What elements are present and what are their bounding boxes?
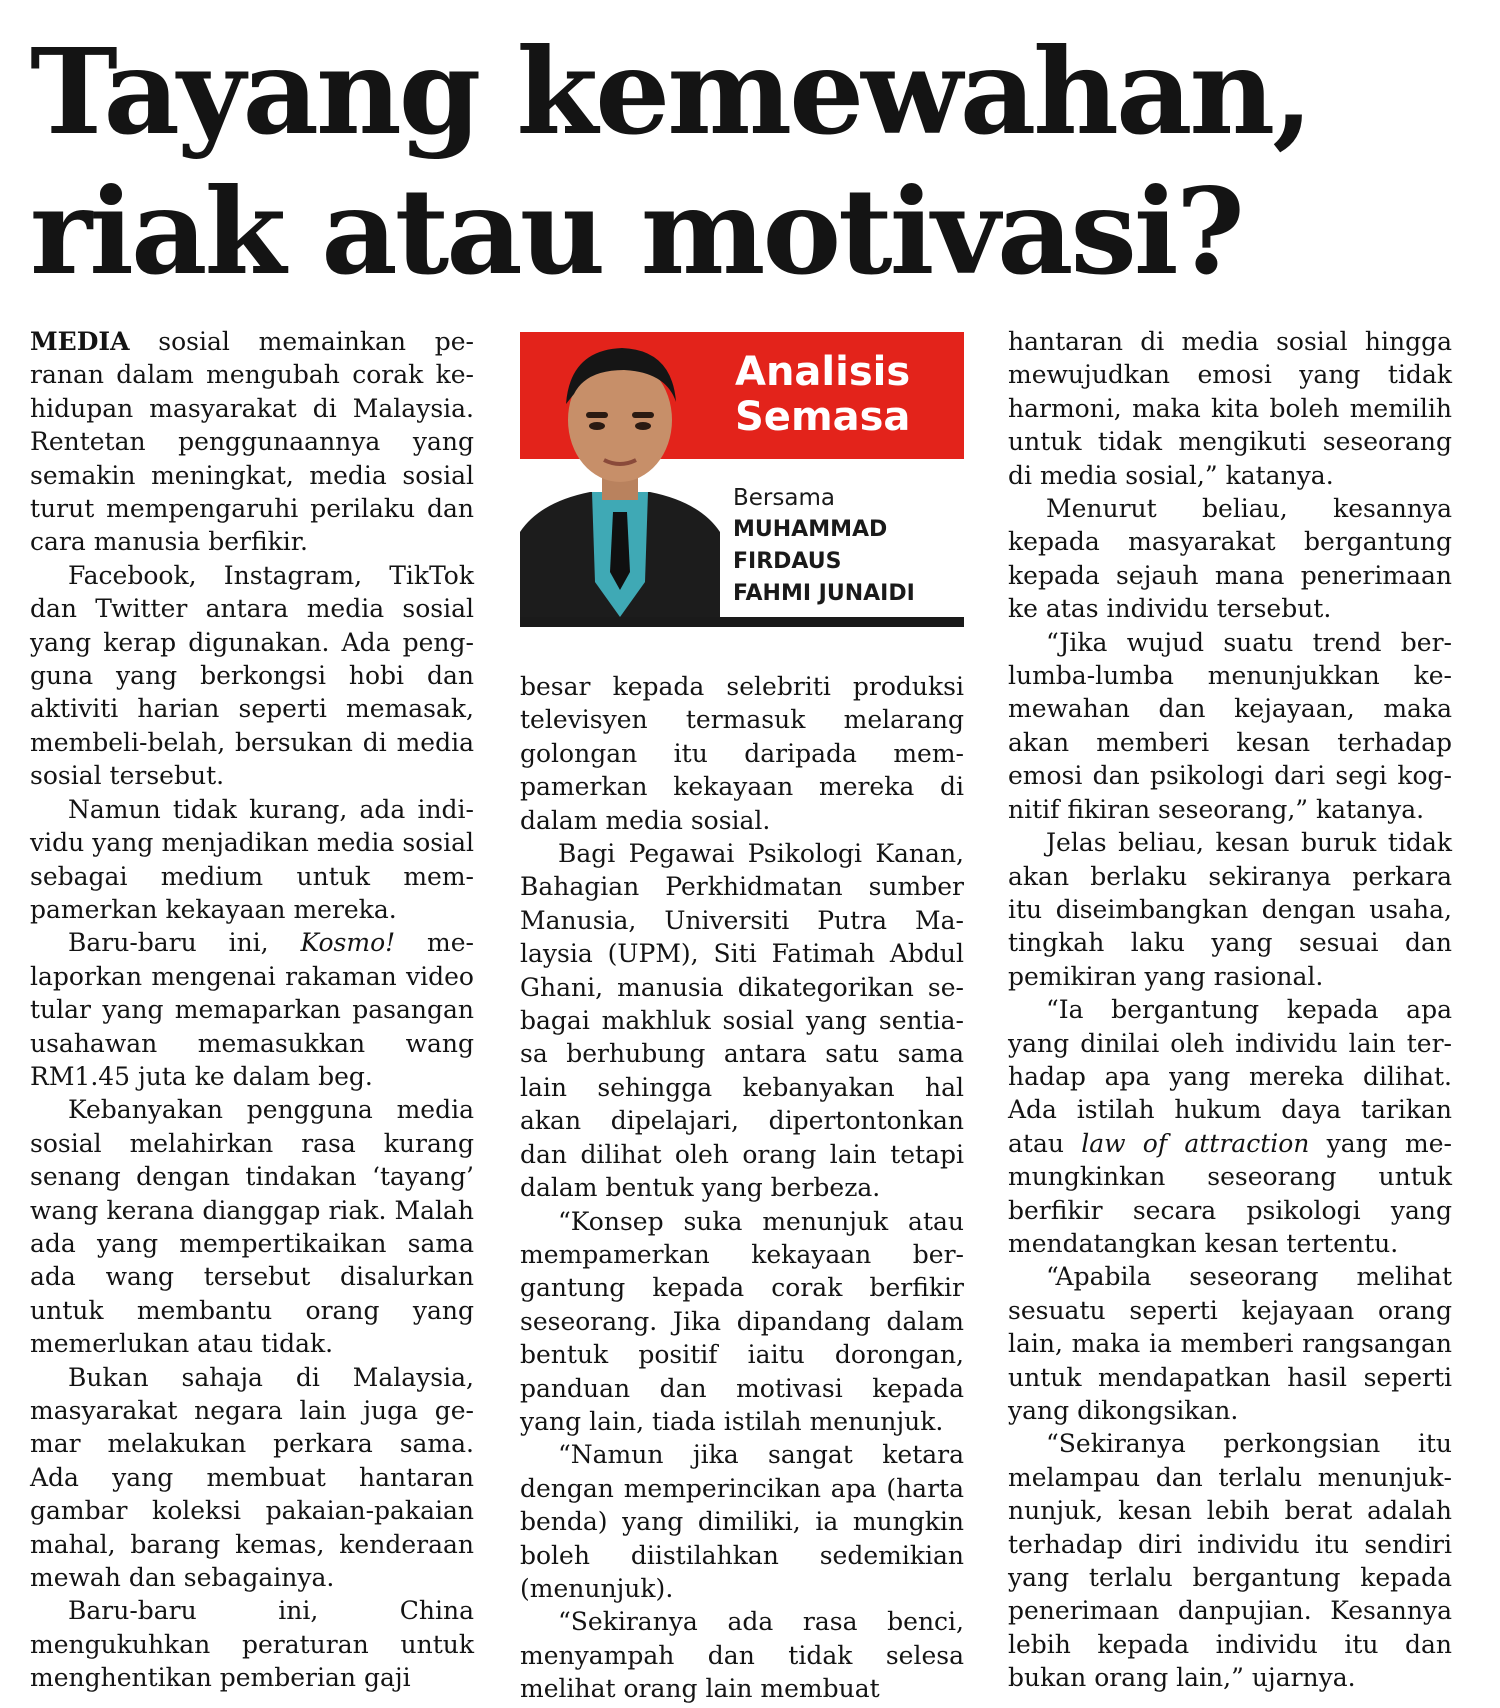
paragraph-text: yang memungkinkan seseorang untuk berfikir secara psikologi yang mendatangkan kesan tertentu.: [1008, 1128, 1452, 1258]
column-title: [735, 350, 960, 440]
column-title-line: Analisis: [735, 349, 911, 395]
paragraph: Baru-baru ini, China mengukuhkan peraturan untuk menghentikan pemberian gaji: [30, 1596, 474, 1693]
paragraph-text: sosial memainkan peranan dalam mengubah corak kehidupan masyarakat di Malaysia. Rentetan penggunaannya yang semakin meningkat, media sosial turut mempengaruhi perilaku dan cara manusia berfikir.: [30, 327, 474, 557]
paragraph-text: Baru-baru ini,: [68, 928, 301, 958]
columnist-box: [520, 332, 964, 627]
paragraph-text: melaporkan mengenai rakaman video tular yang memaparkan pasangan usahawan memasukkan wang RM1.45 juta ke dalam beg.: [30, 928, 474, 1091]
paragraph-text: “Ia bergantung kepada apa yang dinilai oleh individu lain terhadap apa yang mereka dilihat. Ada istilah hukum daya tarikan atau: [1008, 995, 1452, 1158]
italic-term: law of attraction: [1081, 1128, 1310, 1158]
headline: [30, 22, 1470, 302]
paragraph: [1008, 993, 1452, 1260]
byline-label: Bersama: [733, 485, 835, 511]
paragraph: Menurut beliau, kesannya kepada masyarakat bergantung kepada sejauh mana penerimaan ke atas individu tersebut.: [1008, 494, 1452, 624]
headline-line-1: Tayang kemewahan,: [30, 22, 1311, 161]
columnist-byline: [733, 482, 963, 610]
paragraph: “Apabila seseorang melihat sesuatu seperti kejayaan orang lain, maka ia memberi rangsangan untuk mendapatkan hasil seperti yang dikongsikan.: [1008, 1262, 1452, 1425]
paragraph: Jelas beliau, kesan buruk tidak akan berlaku sekiranya perkara itu diseimbangkan dengan usaha, tingkah laku yang sesuai dan pemikiran yang rasional.: [1008, 828, 1452, 991]
paragraph: “Konsep suka menunjuk atau mempamerkan kekayaan bergantung kepada corak berfikir seseorang. Jika dipandang dalam bentuk positif iaitu dorongan, panduan dan motivasi kepada yang lain, tiada istilah menunjuk.: [520, 1206, 964, 1436]
box-bottom-rule: [520, 617, 964, 627]
author-name-line: MUHAMMAD: [733, 517, 888, 542]
paragraph: “Sekiranya perkongsian itu melampau dan terlalu menunjuknunjuk, kesan lebih berat adalah terhadap diri individu itu sendiri yang terlalu bergantung kepada penerimaan danpujian. Kesannya lebih kepada individu itu dan bukan orang lain,” ujarnya.: [1008, 1429, 1452, 1693]
article-column-1: [30, 325, 474, 1695]
author-name-line: FIRDAUS: [733, 549, 842, 574]
paragraph: “Jika wujud suatu trend berlumba-lumba menunjukkan kemewahan dan kejayaan, maka akan memberi kesan terhadap emosi dan psikologi dari segi kognitif fikiran seseorang,” katanya.: [1008, 627, 1452, 824]
paragraph: [30, 325, 474, 559]
article-column-3: [1008, 325, 1452, 1695]
paragraph: hantaran di media sosial hingga mewujudkan emosi yang tidak harmoni, maka kita boleh memilih untuk tidak mengikuti seseorang di media sosial,” katanya.: [1008, 327, 1452, 490]
paragraph: “Namun jika sangat ketara dengan memperincikan apa (harta benda) yang dimiliki, ia mungkin boleh diistilahkan sedemikian (menunjuk).: [520, 1440, 964, 1603]
article-column-2: [520, 670, 964, 1706]
lead-word: MEDIA: [30, 327, 130, 356]
columnist-portrait: [520, 332, 720, 617]
paragraph: Bukan sahaja di Malaysia, masyarakat negara lain juga gemar melakukan perkara sama. Ada yang membuat hantaran gambar koleksi pakaian-pakaian mahal, barang kemas, kenderaan mewah dan sebagainya.: [30, 1362, 474, 1593]
paragraph: [30, 926, 474, 1093]
paragraph: Namun tidak kurang, ada individu yang menjadikan media sosial sebagai medium untuk mempamerkan kekayaan mereka.: [30, 794, 474, 924]
author-name-line: FAHMI JUNAIDI: [733, 581, 915, 606]
column-title-line: Semasa: [735, 394, 911, 440]
paragraph: Facebook, Instagram, TikTok dan Twitter antara media sosial yang kerap digunakan. Ada pengguna yang berkongsi hobi dan aktiviti harian seperti memasak, membeli-belah, bersukan di media sosial tersebut.: [30, 560, 474, 791]
paragraph: Kebanyakan pengguna media sosial melahirkan rasa kurang senang dengan tindakan ‘tayang’ wang kerana dianggap riak. Malah ada yang mempertikaikan sama ada wang tersebut disalurkan untuk membantu orang yang memerlukan atau tidak.: [30, 1095, 474, 1359]
paragraph: “Sekiranya ada rasa benci, menyampah dan tidak selesa melihat orang lain membuat: [520, 1607, 964, 1704]
paragraph: besar kepada selebriti produksi televisyen termasuk melarang golongan itu daripada mempamerkan kekayaan mereka di dalam media sosial.: [520, 672, 964, 835]
publication-name: Kosmo!: [300, 928, 396, 958]
headline-line-2: riak atau motivasi?: [30, 162, 1242, 301]
paragraph: Bagi Pegawai Psikologi Kanan, Bahagian Perkhidmatan sumber Manusia, Universiti Putra Malaysia (UPM), Siti Fatimah Abdul Ghani, manusia dikategorikan sebagai makhluk sosial yang sentiasa berhubung antara satu sama lain sehingga kebanyakan hal akan dipelajari, dipertontonkan dan dilihat oleh orang lain tetapi dalam bentuk yang berbeza.: [520, 839, 964, 1203]
